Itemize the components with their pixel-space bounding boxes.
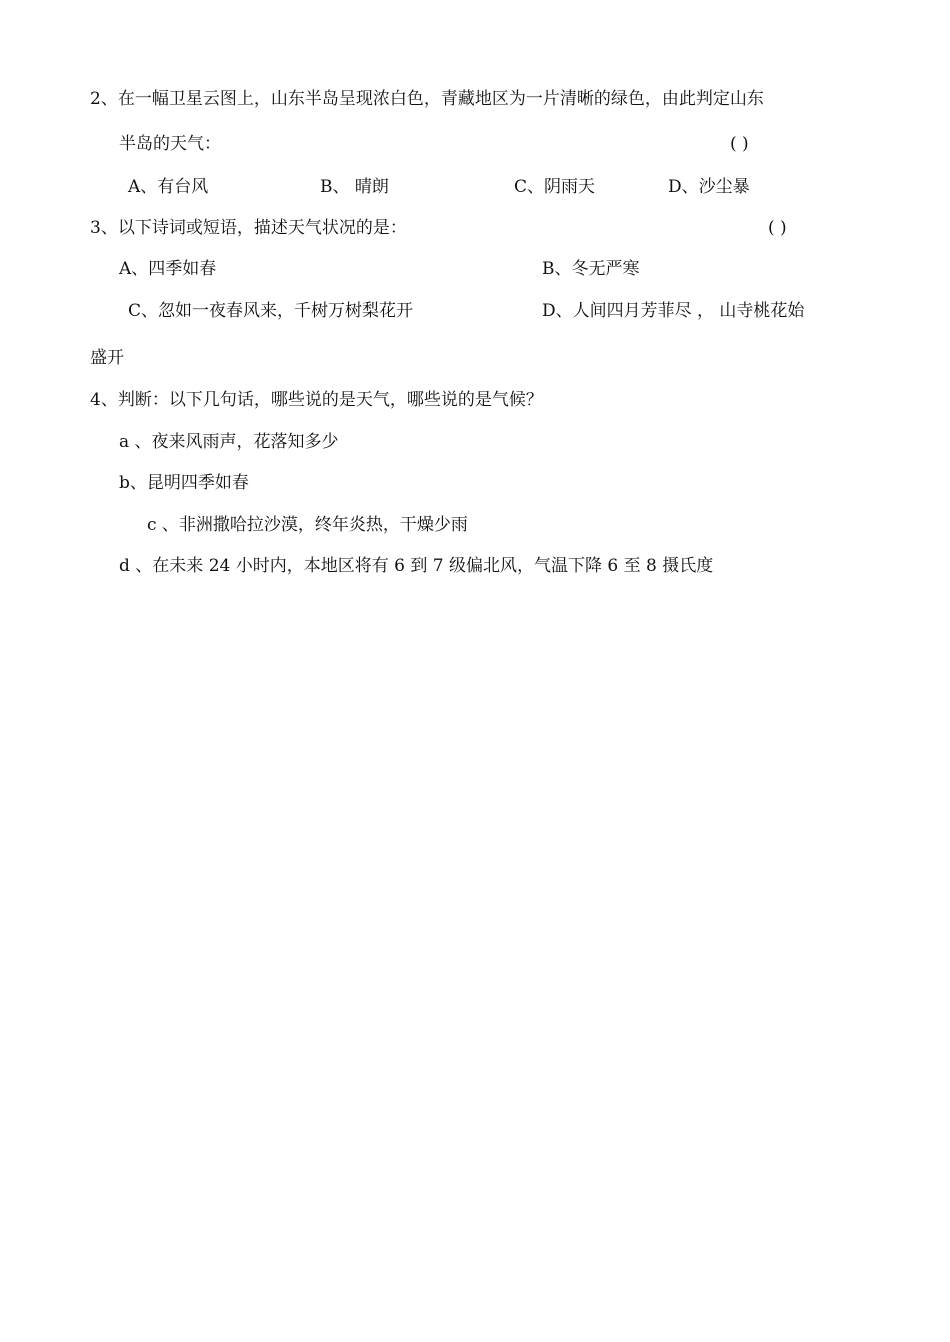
q2-stem-line2: 半岛的天气： xyxy=(119,134,221,154)
q4-item-b: b、昆明四季如春 xyxy=(119,473,249,493)
q3-option-a: A、四季如春 xyxy=(119,259,217,279)
q3-option-b: B、冬无严寒 xyxy=(542,259,640,279)
q3-answer-blank: ( ) xyxy=(768,218,787,238)
q2-option-c: C、阴雨天 xyxy=(514,177,596,197)
q4-item-a: a 、夜来风雨声，花落知多少 xyxy=(119,432,339,452)
q3-option-d-continuation: 盛开 xyxy=(90,348,124,368)
q2-option-a: A、有台风 xyxy=(128,177,209,197)
q4-item-c: c 、非洲撒哈拉沙漠，终年炎热，干燥少雨 xyxy=(147,515,468,535)
q2-option-b: B、 晴朗 xyxy=(320,177,389,197)
q3-option-c: C、忽如一夜春风来，千树万树梨花开 xyxy=(128,301,414,321)
q2-answer-blank: ( ) xyxy=(730,134,749,154)
q3-stem: 3、以下诗词或短语，描述天气状况的是： xyxy=(90,218,407,238)
q2-stem-line1: 2、在一幅卫星云图上，山东半岛呈现浓白色，青藏地区为一片清晰的绿色，由此判定山东 xyxy=(90,89,764,109)
q3-option-d: D、人间四月芳菲尽 ， 山寺桃花始 xyxy=(542,301,805,321)
q4-item-d: d 、在未来 24 小时内，本地区将有 6 到 7 级偏北风，气温下降 6 至 8 摄氏度 xyxy=(119,556,714,576)
q4-stem: 4、判断：以下几句话，哪些说的是天气，哪些说的是气候？ xyxy=(90,390,543,410)
q2-option-d: D、沙尘暴 xyxy=(668,177,750,197)
